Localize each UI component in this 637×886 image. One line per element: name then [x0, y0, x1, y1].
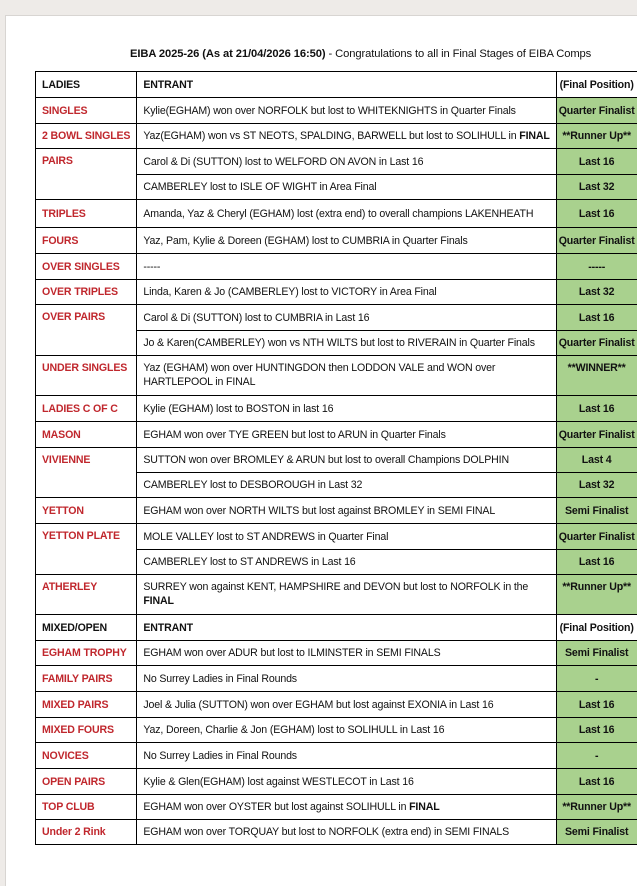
results-table: [35, 71, 637, 845]
entrant-text: EGHAM won over OYSTER but lost against SOLIHULL in: [143, 801, 409, 813]
position-cell: Quarter Finalist: [556, 98, 637, 124]
position-cell: Quarter Finalist: [556, 331, 637, 356]
position-cell: Last 16: [556, 692, 637, 718]
entrant-cell: EGHAM won over ADUR but lost to ILMINSTER in SEMI FINALS: [137, 641, 556, 666]
table-row: [36, 200, 637, 228]
table-row: [36, 280, 637, 305]
table-row: [36, 666, 637, 692]
position-cell: Last 32: [556, 280, 637, 305]
category-cell: MIXED PAIRS: [36, 692, 137, 718]
entrant-bold-text: FINAL: [519, 130, 549, 142]
category-cell: OVER TRIPLES: [36, 280, 137, 305]
position-cell: Last 16: [556, 396, 637, 422]
category-cell: LADIES C OF C: [36, 396, 137, 422]
category-cell: TRIPLES: [36, 200, 137, 228]
position-cell: **Runner Up**: [556, 124, 637, 149]
position-cell: Last 16: [556, 769, 637, 795]
entrant-cell: Kylie & Glen(EGHAM) lost against WESTLECOT in Last 16: [137, 769, 556, 795]
position-cell: Last 16: [556, 305, 637, 331]
entrant-cell: Carol & Di (SUTTON) lost to WELFORD ON AVON in Last 16: [137, 149, 556, 175]
entrant-cell: [137, 124, 556, 149]
table-row: [36, 422, 637, 448]
entrant-bold-text: FINAL: [143, 595, 173, 607]
table-row: [36, 98, 637, 124]
entrant-cell: Kylie (EGHAM) lost to BOSTON in last 16: [137, 396, 556, 422]
entrant-cell: CAMBERLEY lost to ISLE OF WIGHT in Area Final: [137, 175, 556, 200]
entrant-cell: Joel & Julia (SUTTON) won over EGHAM but lost against EXONIA in Last 16: [137, 692, 556, 718]
entrant-cell: -----: [137, 254, 556, 280]
page-title-subtitle: - Congratulations to all in Final Stages of EIBA Comps: [326, 48, 592, 60]
mixed-header-row: [36, 615, 637, 641]
entrant-cell: EGHAM won over TORQUAY but lost to NORFOLK (extra end) in SEMI FINALS: [137, 820, 556, 845]
ladies-section-header: LADIES: [36, 72, 137, 98]
position-cell: Last 16: [556, 200, 637, 228]
category-cell: 2 BOWL SINGLES: [36, 124, 137, 149]
entrant-cell: CAMBERLEY lost to ST ANDREWS in Last 16: [137, 550, 556, 575]
category-cell: NOVICES: [36, 743, 137, 769]
entrant-cell: Amanda, Yaz & Cheryl (EGHAM) lost (extra end) to overall champions LAKENHEATH: [137, 200, 556, 228]
category-cell: PAIRS: [36, 149, 137, 200]
position-cell: Quarter Finalist: [556, 228, 637, 254]
position-column-header: (Final Position): [556, 72, 637, 98]
category-cell: VIVIENNE: [36, 448, 137, 498]
entrant-cell: Linda, Karen & Jo (CAMBERLEY) lost to VICTORY in Area Final: [137, 280, 556, 305]
entrant-cell: Carol & Di (SUTTON) lost to CUMBRIA in Last 16: [137, 305, 556, 331]
category-cell: FAMILY PAIRS: [36, 666, 137, 692]
table-row: [36, 641, 637, 666]
position-cell: Last 16: [556, 149, 637, 175]
entrant-text: Yaz(EGHAM) won vs ST NEOTS, SPALDING, BARWELL but lost to SOLIHULL in: [143, 130, 519, 142]
table-row: [36, 769, 637, 795]
table-row: [36, 356, 637, 396]
entrant-column-header: ENTRANT: [137, 72, 556, 98]
category-cell: Under 2 Rink: [36, 820, 137, 845]
position-cell: Last 16: [556, 718, 637, 743]
position-cell: -----: [556, 254, 637, 280]
table-row: [36, 692, 637, 718]
table-row: [36, 305, 637, 331]
position-cell: Semi Finalist: [556, 820, 637, 845]
position-cell: -: [556, 743, 637, 769]
entrant-cell: Jo & Karen(CAMBERLEY) won vs NTH WILTS but lost to RIVERAIN in Quarter Finals: [137, 331, 556, 356]
table-row: [36, 575, 637, 615]
position-cell: -: [556, 666, 637, 692]
position-cell: **Runner Up**: [556, 575, 637, 615]
category-cell: ATHERLEY: [36, 575, 137, 615]
table-row: [36, 820, 637, 845]
page-title-bold: EIBA 2025-26 (As at 21/04/2026 16:50): [130, 48, 326, 60]
category-cell: OVER PAIRS: [36, 305, 137, 356]
table-row: [36, 396, 637, 422]
category-cell: MASON: [36, 422, 137, 448]
category-cell: FOURS: [36, 228, 137, 254]
table-row: [36, 124, 637, 149]
table-row: [36, 743, 637, 769]
position-column-header: (Final Position): [556, 615, 637, 641]
entrant-cell: CAMBERLEY lost to DESBOROUGH in Last 32: [137, 473, 556, 498]
position-cell: **WINNER**: [556, 356, 637, 396]
category-cell: SINGLES: [36, 98, 137, 124]
category-cell: TOP CLUB: [36, 795, 137, 820]
entrant-cell: [137, 795, 556, 820]
mixed-section-header: MIXED/OPEN: [36, 615, 137, 641]
entrant-cell: Yaz, Doreen, Charlie & Jon (EGHAM) lost to SOLIHULL in Last 16: [137, 718, 556, 743]
table-row: [36, 524, 637, 550]
position-cell: Last 4: [556, 448, 637, 473]
entrant-column-header: ENTRANT: [137, 615, 556, 641]
table-row: [36, 795, 637, 820]
table-row: [36, 718, 637, 743]
position-cell: Quarter Finalist: [556, 422, 637, 448]
entrant-cell: Kylie(EGHAM) won over NORFOLK but lost to WHITEKNIGHTS in Quarter Finals: [137, 98, 556, 124]
ladies-header-row: [36, 72, 637, 98]
entrant-cell: No Surrey Ladies in Final Rounds: [137, 743, 556, 769]
category-cell: EGHAM TROPHY: [36, 641, 137, 666]
position-cell: **Runner Up**: [556, 795, 637, 820]
entrant-cell: No Surrey Ladies in Final Rounds: [137, 666, 556, 692]
table-row: [36, 228, 637, 254]
position-cell: Last 32: [556, 473, 637, 498]
table-row: [36, 254, 637, 280]
category-cell: UNDER SINGLES: [36, 356, 137, 396]
table-row: [36, 149, 637, 175]
entrant-bold-text: FINAL: [409, 801, 439, 813]
position-cell: Last 16: [556, 550, 637, 575]
entrant-cell: EGHAM won over TYE GREEN but lost to ARUN in Quarter Finals: [137, 422, 556, 448]
category-cell: YETTON PLATE: [36, 524, 137, 575]
entrant-cell: SUTTON won over BROMLEY & ARUN but lost to overall Champions DOLPHIN: [137, 448, 556, 473]
table-row: [36, 448, 637, 473]
category-cell: YETTON: [36, 498, 137, 524]
entrant-cell: MOLE VALLEY lost to ST ANDREWS in Quarter Final: [137, 524, 556, 550]
entrant-text: SURREY won against KENT, HAMPSHIRE and DEVON but lost to NORFOLK in the: [143, 581, 528, 593]
position-cell: Semi Finalist: [556, 498, 637, 524]
entrant-cell: Yaz (EGHAM) won over HUNTINGDON then LODDON VALE and WON over HARTLEPOOL in FINAL: [137, 356, 556, 396]
category-cell: OPEN PAIRS: [36, 769, 137, 795]
entrant-cell: Yaz, Pam, Kylie & Doreen (EGHAM) lost to CUMBRIA in Quarter Finals: [137, 228, 556, 254]
table-row: [36, 498, 637, 524]
position-cell: Semi Finalist: [556, 641, 637, 666]
category-cell: OVER SINGLES: [36, 254, 137, 280]
category-cell: MIXED FOURS: [36, 718, 137, 743]
entrant-cell: [137, 575, 556, 615]
page-title: [130, 48, 630, 60]
position-cell: Quarter Finalist: [556, 524, 637, 550]
entrant-cell: EGHAM won over NORTH WILTS but lost against BROMLEY in SEMI FINAL: [137, 498, 556, 524]
position-cell: Last 32: [556, 175, 637, 200]
